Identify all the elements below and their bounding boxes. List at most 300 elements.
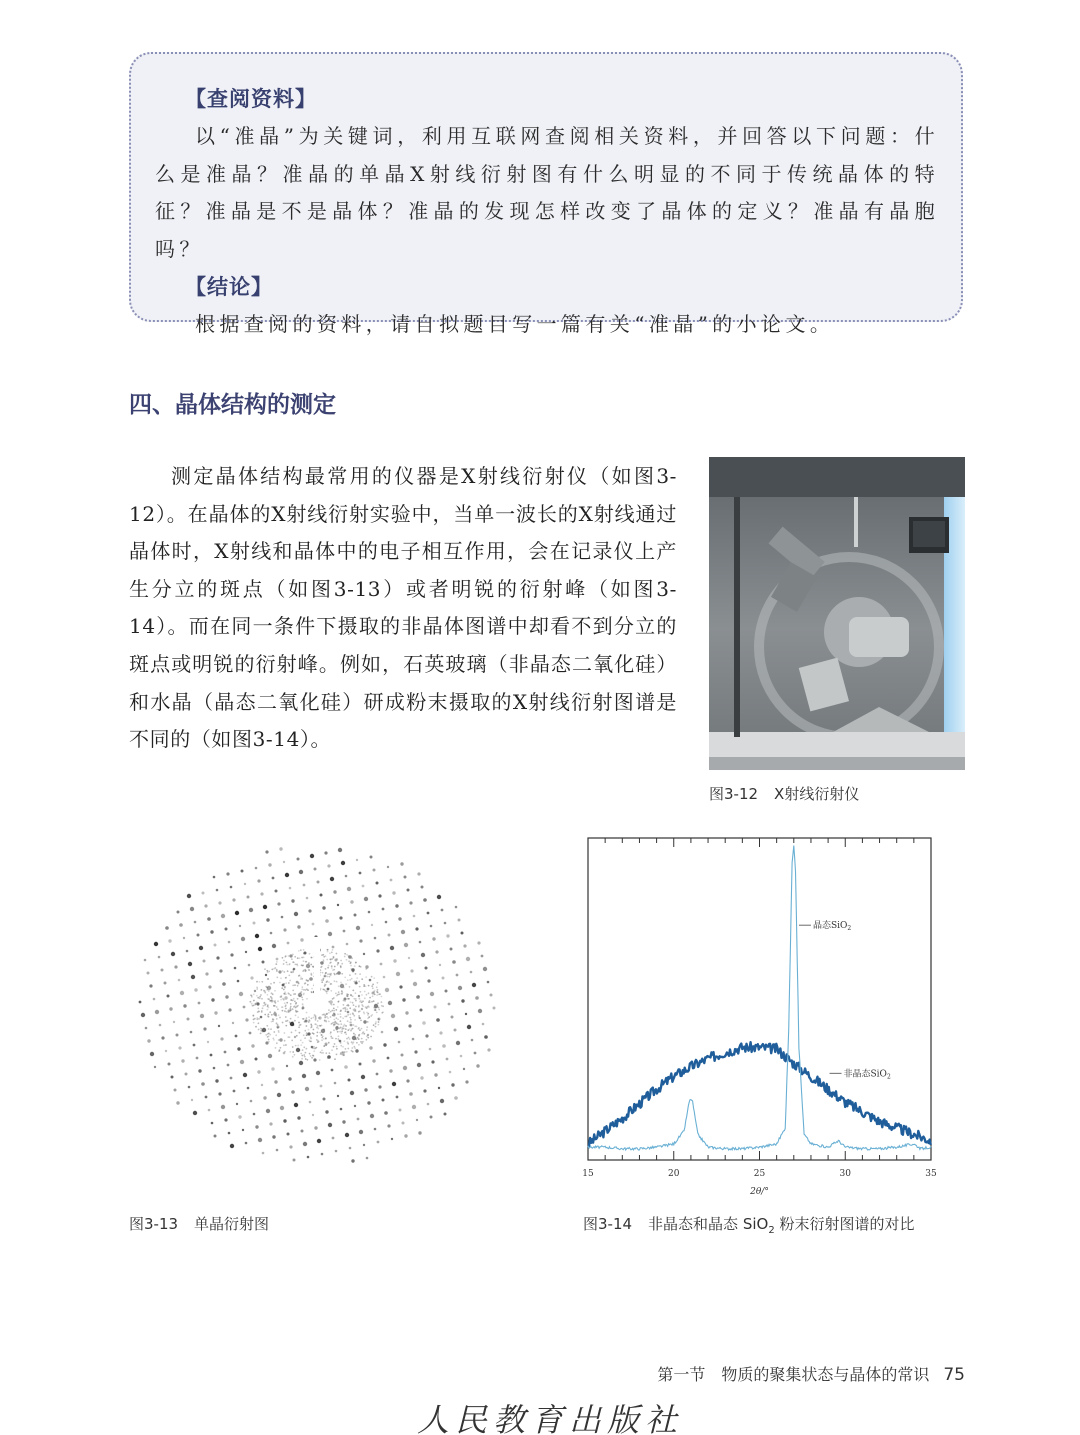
diffraction-spot: [220, 1037, 223, 1040]
halo-speck: [349, 1038, 351, 1040]
diffraction-spot: [448, 1003, 451, 1006]
halo-speck: [326, 959, 328, 961]
diffraction-spot: [215, 1079, 218, 1082]
halo-speck: [333, 1004, 335, 1006]
halo-speck: [347, 995, 349, 997]
diffraction-spot: [430, 925, 433, 928]
diffraction-spot: [456, 974, 459, 977]
diffraction-spot: [474, 1052, 477, 1055]
diffraction-spot: [471, 1039, 474, 1042]
halo-speck: [333, 1010, 335, 1012]
diffraction-spot: [408, 957, 410, 959]
diffraction-spot: [364, 1088, 367, 1091]
halo-speck: [336, 1046, 338, 1048]
halo-speck: [284, 956, 286, 958]
halo-speck: [274, 990, 276, 992]
halo-speck: [271, 992, 273, 994]
halo-speck: [340, 1020, 342, 1022]
halo-speck: [305, 970, 307, 972]
diffraction-spot: [306, 897, 309, 900]
halo-speck: [354, 1025, 356, 1027]
halo-speck: [313, 1017, 315, 1019]
diffraction-spot: [425, 1034, 428, 1037]
diffraction-spot: [477, 941, 480, 944]
diffraction-spot: [320, 1085, 323, 1088]
diffraction-spot: [177, 911, 180, 914]
diffraction-spot: [178, 979, 181, 982]
halo-speck: [353, 1015, 355, 1017]
diffraction-spot: [235, 1035, 238, 1038]
diffraction-spot: [396, 972, 400, 976]
diffraction-spot: [205, 972, 208, 975]
diffraction-spot: [261, 1084, 263, 1086]
diffraction-spot: [413, 982, 417, 986]
halo-speck: [292, 1000, 294, 1002]
diffraction-spot: [237, 1047, 240, 1050]
page-number: 75: [943, 1365, 965, 1385]
diffraction-spot: [167, 995, 170, 998]
halo-speck: [256, 981, 258, 983]
halo-speck: [303, 960, 305, 962]
halo-speck: [308, 969, 310, 971]
fig12-title: X射线衍射仪: [774, 785, 860, 803]
diffraction-spot: [372, 1059, 375, 1062]
halo-speck: [344, 1000, 346, 1002]
halo-speck: [316, 1027, 318, 1029]
halo-speck: [347, 1048, 349, 1050]
diffraction-spot: [227, 1064, 230, 1067]
fig14-title-b: 粉末衍射图谱的对比: [774, 1215, 915, 1233]
halo-speck: [333, 1046, 335, 1048]
diffraction-spot: [197, 934, 200, 937]
halo-speck: [373, 1024, 375, 1026]
diffraction-spot: [376, 882, 379, 885]
diffraction-spot: [180, 991, 184, 995]
halo-speck: [338, 991, 340, 993]
halo-speck: [305, 1052, 307, 1054]
halo-speck: [371, 1029, 373, 1031]
halo-speck: [297, 957, 299, 959]
diffraction-spot: [141, 1013, 145, 1017]
diffraction-spot: [199, 946, 203, 950]
diffraction-spot: [350, 900, 353, 903]
diffraction-spot: [466, 957, 470, 961]
diffraction-spot: [323, 1098, 326, 1101]
diffraction-spot: [291, 1090, 295, 1094]
diffraction-spot: [214, 944, 217, 947]
diffraction-spot: [255, 1058, 258, 1061]
halo-speck: [321, 1039, 323, 1041]
halo-speck: [260, 1033, 262, 1035]
halo-speck: [376, 986, 378, 988]
halo-speck: [372, 987, 374, 989]
halo-speck: [292, 1046, 294, 1048]
diffraction-spot: [283, 1052, 286, 1055]
halo-speck: [342, 1017, 344, 1019]
halo-speck: [329, 958, 331, 960]
diffraction-spot: [347, 1011, 350, 1014]
halo-speck: [324, 1045, 326, 1047]
diffraction-spot: [423, 1089, 426, 1092]
halo-speck: [352, 1013, 354, 1015]
halo-speck: [327, 1017, 329, 1019]
halo-speck: [280, 1047, 282, 1049]
halo-speck: [361, 1028, 363, 1030]
diffraction-spot: [354, 914, 357, 917]
halo-speck: [317, 1032, 319, 1034]
diffraction-spot: [216, 956, 219, 959]
halo-speck: [337, 964, 339, 966]
halo-speck: [306, 998, 308, 1000]
halo-speck: [285, 1004, 287, 1006]
diffraction-spot: [427, 979, 430, 982]
halo-speck: [321, 979, 323, 981]
halo-speck: [310, 973, 312, 975]
halo-speck: [346, 1038, 348, 1040]
diffraction-spot: [401, 1054, 404, 1057]
diffraction-spot: [321, 1029, 325, 1033]
diffraction-spot: [355, 982, 358, 985]
halo-speck: [362, 1000, 364, 1002]
diffraction-spot: [214, 1011, 217, 1014]
diffraction-spot: [387, 866, 389, 868]
diffraction-spot: [409, 1092, 413, 1096]
halo-speck: [300, 1053, 302, 1055]
research-heading: 【查阅资料】: [185, 87, 317, 111]
diffraction-spot: [363, 953, 365, 955]
diffraction-spot: [265, 1041, 268, 1044]
halo-speck: [298, 1026, 300, 1028]
diffraction-spot: [393, 959, 396, 962]
diffraction-spot: [463, 1068, 465, 1070]
halo-speck: [327, 967, 329, 969]
diffraction-spot: [320, 894, 323, 897]
diffraction-spot: [404, 876, 407, 879]
diffraction-spot: [154, 942, 158, 946]
halo-speck: [313, 1055, 315, 1057]
diffraction-spot: [387, 1057, 390, 1060]
diffraction-spot: [334, 1082, 337, 1085]
halo-speck: [333, 1029, 335, 1031]
halo-speck: [312, 966, 314, 968]
halo-speck: [306, 1012, 308, 1014]
halo-speck: [361, 1033, 363, 1035]
diffraction-spot: [465, 1013, 467, 1015]
halo-speck: [308, 1016, 310, 1018]
diffraction-spot: [211, 998, 214, 1001]
halo-speck: [290, 1018, 292, 1020]
halo-speck: [355, 998, 357, 1000]
diffraction-spot: [299, 870, 303, 874]
diffraction-spot: [467, 1025, 471, 1029]
halo-speck: [350, 1030, 352, 1032]
diffraction-spot: [406, 1079, 409, 1082]
diffraction-spot: [366, 1157, 369, 1160]
halo-speck: [299, 975, 301, 977]
diffraction-spot: [324, 975, 327, 978]
diffraction-spot: [258, 1138, 262, 1142]
halo-speck: [270, 1028, 272, 1030]
diffraction-spot: [293, 1159, 296, 1162]
halo-speck: [358, 1035, 360, 1037]
diffraction-spot: [242, 1129, 244, 1131]
halo-speck: [356, 977, 358, 979]
diffraction-spot: [388, 934, 391, 937]
diffraction-spot: [282, 984, 285, 987]
diffraction-spot: [365, 965, 368, 968]
diffraction-spot: [416, 995, 420, 999]
diffraction-spot: [391, 1138, 393, 1140]
halo-speck: [344, 1024, 346, 1026]
halo-speck: [293, 998, 295, 1000]
halo-speck: [345, 1010, 347, 1012]
halo-speck: [249, 1001, 251, 1003]
halo-speck: [278, 1039, 280, 1041]
diffraction-spot: [450, 948, 453, 951]
halo-speck: [279, 1049, 281, 1051]
halo-speck: [347, 1020, 349, 1022]
halo-speck: [378, 1009, 380, 1011]
halo-speck: [300, 1024, 302, 1026]
diffraction-spot: [478, 1009, 482, 1013]
halo-speck: [346, 1016, 348, 1018]
halo-speck: [342, 1046, 344, 1048]
diffraction-spot: [176, 1101, 179, 1104]
halo-speck: [301, 964, 303, 966]
diffraction-spot: [410, 969, 413, 972]
halo-speck: [294, 1020, 296, 1022]
halo-speck: [337, 1031, 339, 1033]
diffraction-spot: [185, 1073, 188, 1076]
diffraction-spot: [230, 886, 233, 889]
halo-speck: [253, 1000, 255, 1002]
fig13-number: 图3-13: [129, 1215, 179, 1233]
diffraction-spot: [221, 914, 225, 918]
halo-speck: [302, 999, 304, 1001]
diffraction-spot: [144, 959, 147, 962]
diffraction-spot: [472, 983, 476, 987]
halo-speck: [326, 993, 328, 995]
halo-speck: [285, 982, 287, 984]
halo-speck: [292, 1056, 294, 1058]
halo-speck: [304, 1056, 306, 1058]
halo-speck: [288, 982, 290, 984]
halo-speck: [327, 951, 329, 953]
halo-speck: [311, 1025, 313, 1027]
diffraction-spot: [277, 1093, 281, 1097]
halo-speck: [359, 973, 361, 975]
diffraction-spot: [461, 999, 464, 1002]
halo-speck: [313, 1033, 315, 1035]
diffraction-spot: [274, 1080, 277, 1083]
halo-speck: [338, 985, 340, 987]
halo-speck: [258, 1011, 260, 1013]
diffraction-spot: [347, 887, 351, 891]
halo-speck: [301, 1058, 303, 1060]
halo-speck: [280, 999, 282, 1001]
diffraction-spot: [378, 1085, 381, 1088]
diffraction-spot: [383, 976, 386, 979]
diffraction-spot: [272, 1135, 275, 1138]
halo-speck: [291, 958, 293, 960]
diffraction-spot: [391, 1014, 395, 1018]
diffraction-spot: [390, 946, 394, 950]
diffraction-spot: [370, 1114, 374, 1118]
diffraction-spot: [188, 962, 192, 966]
diffraction-spot: [203, 1027, 206, 1030]
halo-speck: [317, 1041, 319, 1043]
diffraction-spot: [273, 1012, 276, 1015]
halo-speck: [331, 1037, 333, 1039]
diffraction-spot: [417, 872, 420, 875]
diffraction-spot: [230, 1144, 234, 1148]
halo-speck: [298, 950, 300, 952]
diffraction-spot: [339, 916, 342, 919]
halo-speck: [267, 994, 269, 996]
halo-speck: [259, 996, 261, 998]
diffraction-spot: [268, 863, 271, 866]
diffraction-spot: [249, 908, 253, 912]
halo-speck: [255, 1026, 257, 1028]
diffraction-spot: [425, 967, 428, 970]
halo-speck: [280, 977, 282, 979]
diffraction-spot: [265, 850, 268, 853]
diffraction-spot: [202, 892, 205, 895]
diffraction-spot: [364, 897, 368, 901]
halo-speck: [307, 984, 309, 986]
diffraction-spot: [421, 953, 425, 957]
halo-speck: [326, 981, 328, 983]
diffraction-spot: [181, 1059, 184, 1062]
halo-speck: [264, 992, 266, 994]
halo-speck: [315, 1019, 317, 1021]
halo-speck: [283, 960, 285, 962]
halo-speck: [376, 994, 378, 996]
halo-speck: [303, 949, 305, 951]
halo-speck: [353, 1004, 355, 1006]
halo-speck: [320, 966, 322, 968]
halo-speck: [260, 1027, 262, 1029]
diffraction-spot: [250, 1100, 253, 1103]
halo-speck: [303, 1046, 305, 1048]
diffraction-spot: [359, 939, 362, 942]
diffraction-spot: [341, 1052, 344, 1055]
halo-speck: [344, 1032, 346, 1034]
halo-speck: [338, 962, 340, 964]
halo-speck: [274, 1000, 276, 1002]
diffraction-spot: [306, 964, 310, 968]
conclusion-text: 根据查阅的资料，请自拟题目写一篇有关“准晶”的小论文。: [195, 312, 835, 336]
halo-speck: [371, 985, 373, 987]
halo-speck: [344, 1007, 346, 1009]
research-box: [129, 52, 963, 336]
diffraction-spot: [385, 921, 388, 924]
halo-speck: [257, 997, 259, 999]
halo-speck: [310, 1027, 312, 1029]
halo-speck: [381, 1012, 383, 1014]
diffraction-spot: [380, 963, 383, 966]
diffraction-spot: [427, 912, 430, 915]
diffraction-spot: [301, 1130, 304, 1133]
halo-speck: [292, 990, 294, 992]
halo-speck: [261, 989, 263, 991]
halo-speck: [336, 1017, 338, 1019]
halo-speck: [337, 1013, 339, 1015]
diffraction-spot: [269, 1122, 272, 1125]
diffraction-spot: [263, 1096, 266, 1099]
halo-speck: [333, 997, 335, 999]
diffraction-spot: [458, 919, 461, 922]
diffraction-spot: [312, 1114, 314, 1116]
halo-speck: [267, 978, 269, 980]
diffraction-spot: [183, 937, 185, 939]
diffraction-spot: [147, 1039, 150, 1042]
halo-speck: [282, 1010, 284, 1012]
diffraction-spot: [325, 919, 329, 923]
halo-speck: [371, 976, 373, 978]
diffraction-spot: [281, 916, 284, 919]
diffraction-spot: [481, 955, 484, 958]
diffraction-spot: [342, 1120, 345, 1123]
diffraction-spot: [179, 923, 183, 927]
halo-speck: [352, 1028, 354, 1030]
halo-speck: [336, 981, 338, 983]
halo-speck: [317, 1025, 319, 1027]
halo-speck: [282, 998, 284, 1000]
diffraction-spot: [461, 932, 464, 935]
halo-speck: [346, 954, 348, 956]
diffraction-spot: [218, 901, 221, 904]
halo-speck: [273, 968, 275, 970]
halo-speck: [361, 978, 363, 980]
diffraction-spot: [210, 1054, 213, 1057]
diffraction-spot: [283, 928, 286, 931]
halo-speck: [286, 1011, 288, 1013]
diffraction-spot: [247, 1087, 250, 1090]
diffraction-spot: [224, 1051, 227, 1054]
diffraction-spot: [149, 984, 152, 987]
halo-speck: [304, 982, 306, 984]
halo-speck: [333, 956, 335, 958]
halo-speck: [282, 957, 284, 959]
diffraction-spot: [303, 884, 306, 887]
diffraction-spot: [314, 868, 317, 871]
halo-speck: [358, 1005, 360, 1007]
diffraction-spot: [388, 1001, 392, 1005]
diffraction-spot: [251, 1044, 254, 1047]
halo-speck: [353, 1033, 355, 1035]
diffraction-spot: [385, 988, 389, 992]
halo-speck: [349, 1007, 351, 1009]
diffraction-spot: [303, 1142, 307, 1146]
diffraction-spot: [404, 1134, 407, 1137]
diffraction-spot: [414, 1050, 417, 1053]
diffraction-spot: [374, 1128, 377, 1131]
diffraction-spot: [288, 1077, 291, 1080]
halo-speck: [363, 1033, 365, 1035]
diffraction-spot: [178, 1046, 181, 1049]
halo-speck: [256, 1017, 258, 1019]
halo-speck: [305, 961, 307, 963]
x-tick-label: 35: [925, 1169, 937, 1179]
halo-speck: [354, 1019, 356, 1021]
halo-speck: [325, 1037, 327, 1039]
halo-speck: [255, 1003, 257, 1005]
halo-speck: [340, 965, 342, 967]
diffraction-spot: [308, 909, 311, 912]
halo-speck: [375, 1023, 377, 1025]
diffraction-spot: [207, 917, 211, 921]
